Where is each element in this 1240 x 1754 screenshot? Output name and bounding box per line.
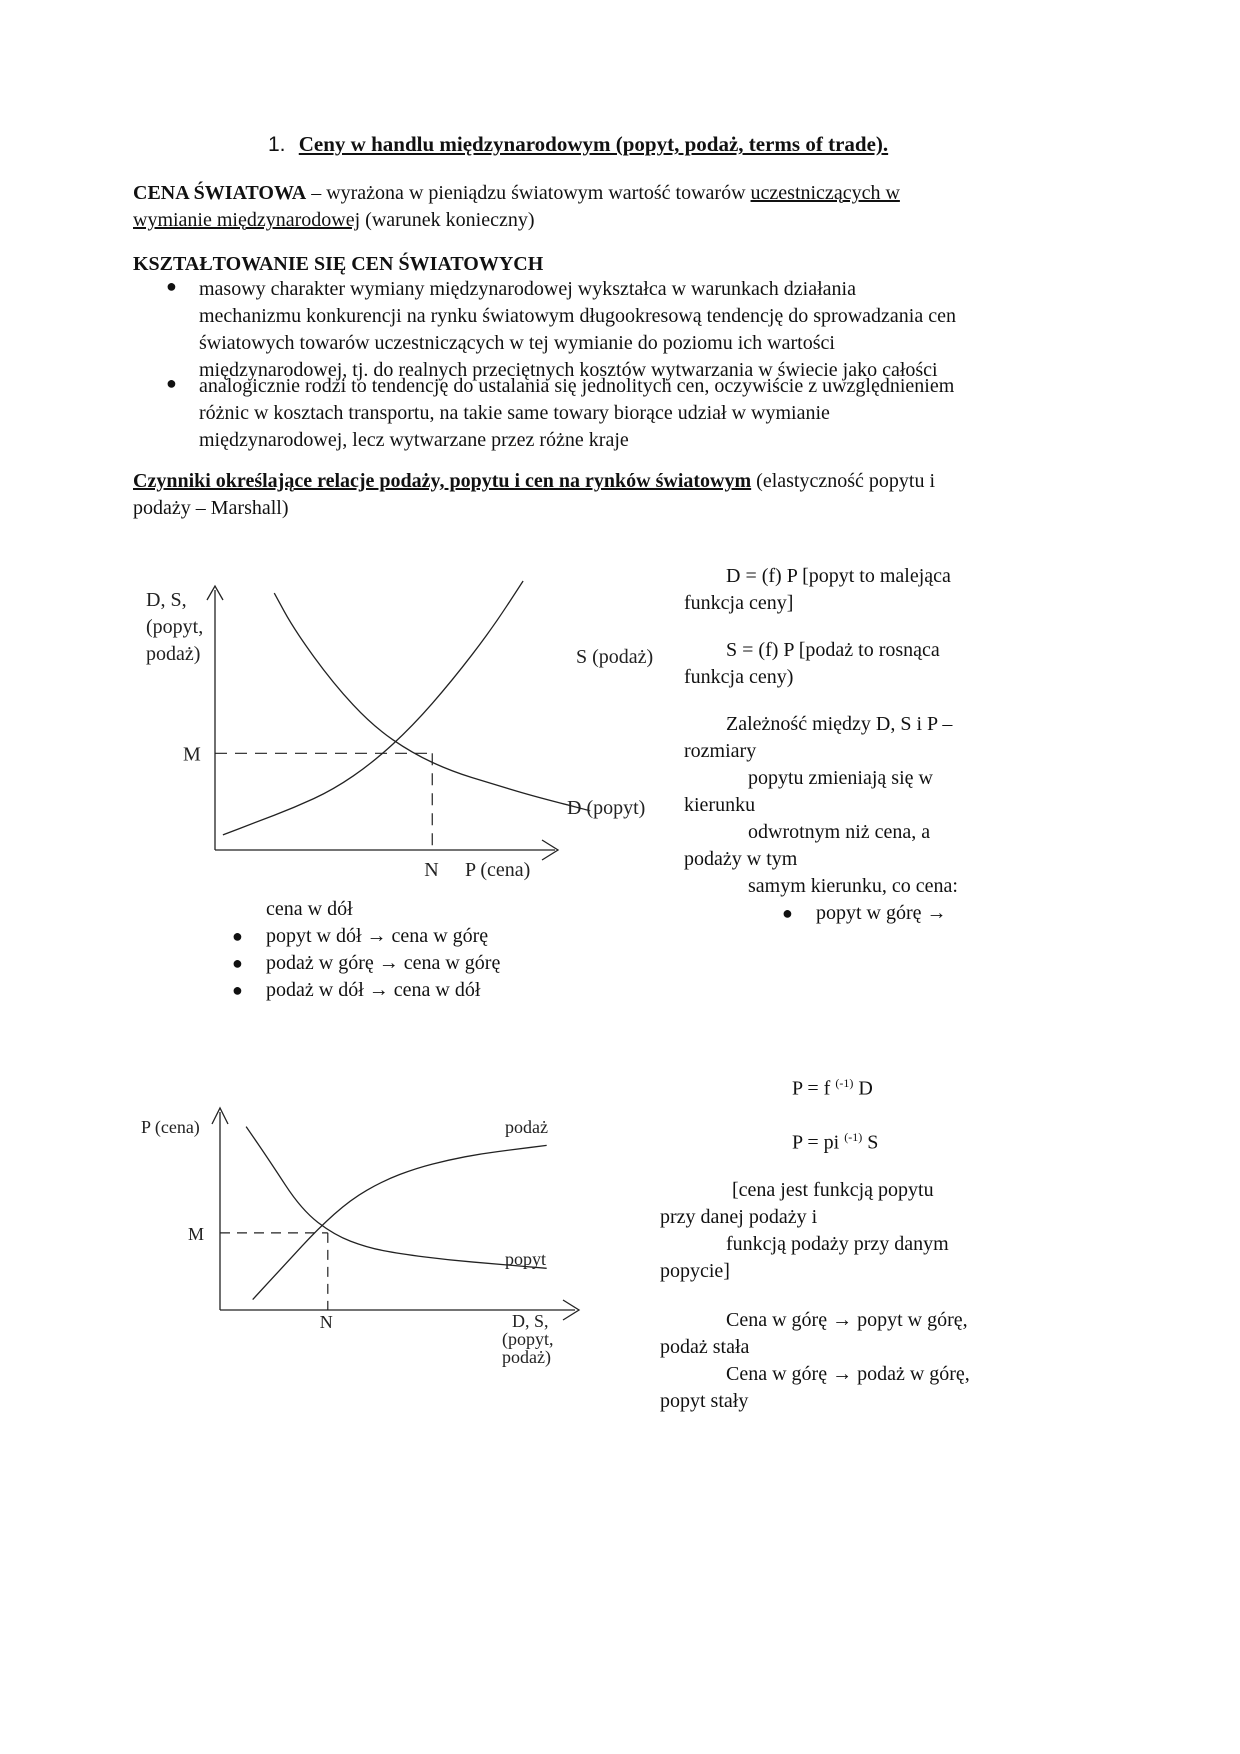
side-line: Zależność między D, S i P – — [726, 713, 953, 735]
czynniki-note: (elastyczność popytu i — [751, 470, 935, 492]
side-line: S = (f) P [podaż to rosnąca — [726, 639, 940, 661]
side-line: Cena w górę → popyt w górę, — [726, 1309, 968, 1332]
equilibrium-y-label: M — [183, 743, 201, 766]
series-label-podaz: podaż — [505, 1117, 548, 1137]
formula-text: S — [862, 1131, 879, 1154]
list-item-text: podaż w górę → cena w górę — [266, 952, 501, 974]
series-curve-1 — [246, 1127, 547, 1269]
bullet-dot: ● — [166, 276, 177, 296]
y-label-line-1: D, S, — [146, 589, 187, 611]
side-bullet-text: popyt w górę → — [816, 902, 947, 924]
list-item — [232, 977, 632, 1004]
series-label-s: S (podaż) — [576, 646, 654, 668]
side-line: przy danej podaży i — [660, 1206, 818, 1229]
series-curve-0 — [223, 581, 523, 835]
equilibrium-y-label: M — [188, 1223, 205, 1244]
formula-sup: (-1) — [844, 1129, 863, 1144]
side-text-1 — [684, 563, 984, 927]
list-item — [232, 923, 632, 950]
bullet-line: różnic w kosztach transportu, na takie same towary biorące udział w wymianie — [199, 402, 830, 424]
side-line: funkcja ceny) — [684, 666, 794, 688]
underlined-text-2: wymianie międzynarodowej — [133, 209, 361, 231]
bullet-dot: ● — [232, 980, 243, 1000]
bullet-line: międzynarodowej, tj. do realnych przeciętnych kosztów wytwarzania w świecie jako całości — [199, 359, 938, 381]
list-item-text: podaż w dół → cena w dół — [266, 979, 481, 1001]
bullet-dot: ● — [782, 903, 793, 923]
side-line: kierunku — [684, 794, 756, 816]
bullet-line: międzynarodowej, lecz wytwarzane przez różne kraje — [199, 429, 629, 451]
list-first-line: cena w dół — [266, 898, 353, 920]
bullet-line: masowy charakter wymiany międzynarodowej wykształca w warunkach działania — [199, 278, 856, 300]
series-label-popyt: popyt — [505, 1249, 547, 1269]
chart-1 — [140, 570, 680, 890]
equilibrium-x-label: N — [319, 1312, 333, 1332]
czynniki-paragraph — [133, 468, 993, 522]
y-axis-label: P (cena) — [141, 1117, 200, 1137]
formula-sup: (-1) — [835, 1076, 854, 1090]
ksztaltowanie-bullet-2 — [133, 373, 993, 454]
czynniki-note-2: podaży – Marshall) — [133, 497, 289, 519]
list-item-text: popyt w dół → cena w górę — [266, 925, 489, 947]
list-1 — [232, 896, 632, 1004]
side-line: podaży w tym — [684, 848, 798, 870]
x-label-line-2: (popyt, — [502, 1329, 554, 1349]
cena-swiatowa-paragraph — [133, 180, 973, 234]
side-line: funkcja ceny] — [684, 592, 794, 614]
series-label-d: D (popyt) — [567, 797, 646, 819]
ksztaltowanie-bullet-1 — [133, 276, 993, 384]
czynniki-title: Czynniki określające relacje podaży, popytu i cen na rynków światowym — [133, 470, 752, 492]
x-label-line-3: podaż) — [502, 1347, 551, 1367]
definition-note: (warunek konieczny) — [360, 209, 535, 231]
series-curve-0 — [253, 1145, 547, 1299]
x-label-line-1: D, S, — [512, 1311, 549, 1331]
side-bullet — [684, 900, 984, 927]
y-label-line-2: (popyt, — [146, 616, 204, 638]
side-line: samym kierunku, co cena: — [748, 875, 958, 897]
side-line: D = (f) P [popyt to malejąca — [726, 565, 951, 587]
heading-title: Ceny w handlu międzynarodowym (popyt, podaż, terms of trade). — [298, 132, 889, 156]
list-item — [232, 950, 632, 977]
side-line: popytu zmieniają się w — [748, 767, 933, 789]
side-line: popycie] — [660, 1260, 730, 1283]
heading-number: 1. — [268, 133, 286, 156]
equilibrium-x-label: N — [424, 859, 439, 881]
side-line: rozmiary — [684, 740, 757, 762]
formula-text: D — [853, 1077, 873, 1100]
side-text-2 — [660, 1070, 1000, 1415]
formula-1 — [660, 1070, 1000, 1103]
separator: – — [306, 182, 327, 204]
side-line: Cena w górę → podaż w górę, — [726, 1363, 970, 1386]
side-line: podaż stała — [660, 1336, 750, 1359]
section-heading — [268, 131, 888, 158]
definition: wyrażona w pieniądzu światowym wartość towarów — [326, 182, 751, 204]
formula-text: P = f — [792, 1077, 836, 1100]
y-label-line-3: podaż) — [146, 643, 201, 665]
formula-text: P = pi — [792, 1131, 845, 1154]
underlined-text-1: uczestniczących w — [750, 182, 900, 204]
cena-swiatowa-term: CENA ŚWIATOWA — [133, 182, 307, 204]
side-line: funkcją podaży przy danym — [726, 1233, 949, 1256]
side-line: popyt stały — [660, 1390, 749, 1413]
bullet-line: światowych towarów uczestniczących w tej wymianie do poziomu ich wartości — [199, 332, 835, 354]
side-line: [cena jest funkcją popytu — [732, 1179, 934, 1202]
x-axis-label: P (cena) — [465, 859, 531, 881]
bullet-line: mechanizmu konkurencji na rynku światowym długookresową tendencję do sprowadzania cen — [199, 305, 956, 327]
bullet-dot: ● — [232, 926, 243, 946]
ksztaltowanie-heading: KSZTAŁTOWANIE SIĘ CEN ŚWIATOWYCH — [133, 253, 544, 275]
bullet-dot: ● — [232, 953, 243, 973]
bullet-line: analogicznie rodzi to tendencję do ustalania się jednolitych cen, oczywiście z uwzględnieniem — [199, 375, 955, 397]
formula-2 — [660, 1124, 1000, 1157]
bullet-dot: ● — [166, 373, 177, 393]
side-line: odwrotnym niż cena, a — [748, 821, 931, 843]
chart-2 — [135, 1100, 605, 1380]
